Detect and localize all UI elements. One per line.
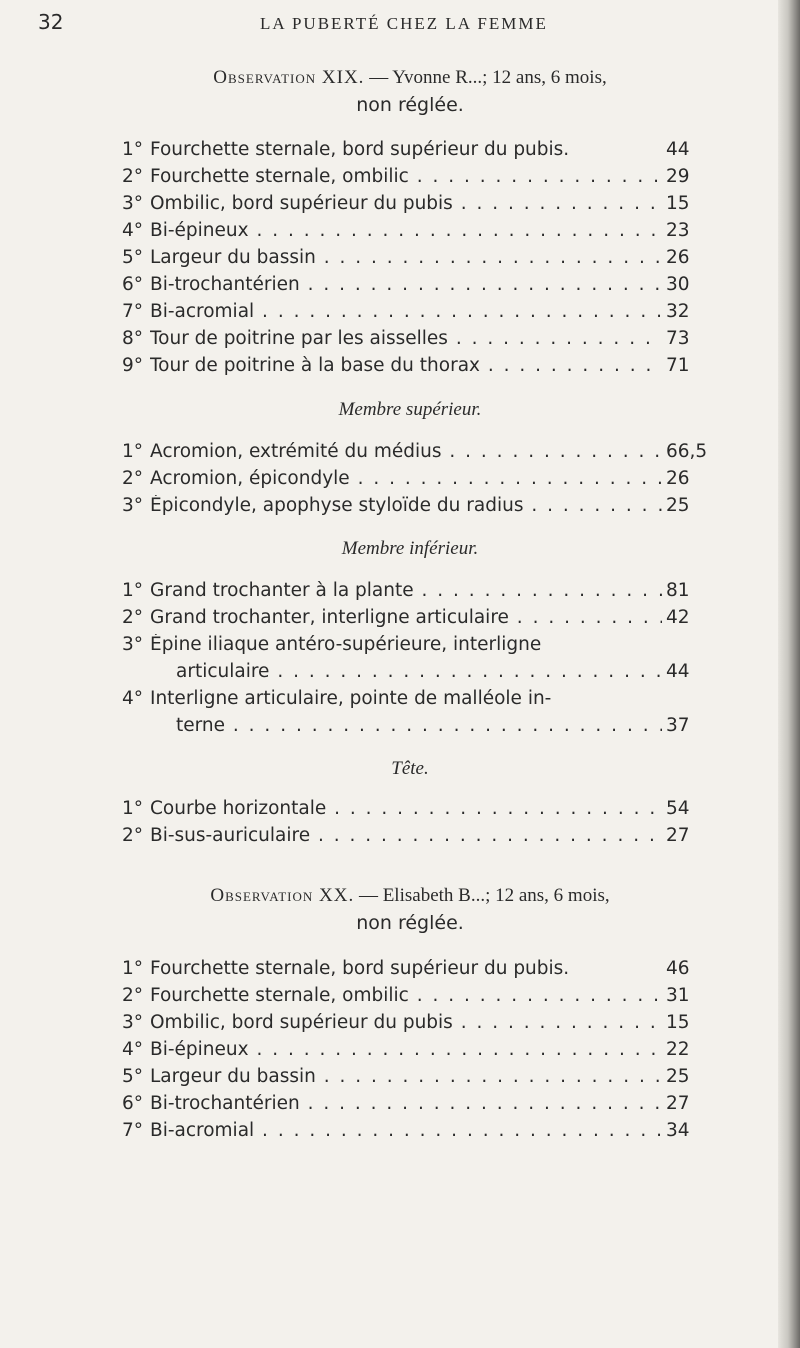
measure-label: Fourchette sternale, bord supérieur du pubis. <box>150 958 570 979</box>
section-title-lower-limb: Membre inférieur. <box>341 538 479 559</box>
measure-label: articulaire . . . <box>176 661 662 682</box>
measure-label: Ombilic, bord supérieur du pubis . . . <box>150 193 662 214</box>
measure-row <box>0 985 760 1012</box>
measure-number: 3° <box>122 634 144 655</box>
observation-20-label: Observation XX. <box>210 885 355 906</box>
measure-row <box>0 825 760 852</box>
measure-value: 26 <box>666 468 690 489</box>
measure-number: 2° <box>122 607 144 628</box>
page-edge-shadow <box>778 0 800 1348</box>
observation-20-title <box>80 882 740 910</box>
measure-value: 30 <box>666 274 690 295</box>
measure-value: 15 <box>666 1012 690 1033</box>
measure-row <box>0 1066 760 1093</box>
measure-number: 4° <box>122 688 144 709</box>
measure-value: 46 <box>666 958 690 979</box>
observation-20-status: non réglée. <box>356 912 464 934</box>
measure-value: 66,5 <box>666 441 708 462</box>
measure-number: 1° <box>122 139 144 160</box>
measure-value: 73 <box>666 328 690 349</box>
measure-number: 3° <box>122 1012 144 1033</box>
measure-row <box>0 301 760 328</box>
measure-number: 4° <box>122 1039 144 1060</box>
measure-row <box>0 468 760 495</box>
measure-row <box>0 1012 760 1039</box>
measure-number: 4° <box>122 220 144 241</box>
measure-number: 1° <box>122 441 144 462</box>
running-title: LA PUBERTÉ CHEZ LA FEMME <box>260 14 548 33</box>
measure-row <box>0 220 760 247</box>
measure-value: 31 <box>666 985 690 1006</box>
measure-label: terne . . . <box>176 715 662 736</box>
measure-value: 27 <box>666 1093 690 1114</box>
measure-row <box>0 1039 760 1066</box>
measure-value: 15 <box>666 193 690 214</box>
measure-value: 34 <box>666 1120 690 1141</box>
measure-label: Bi-acromial . . . <box>150 1120 662 1141</box>
measure-number: 7° <box>122 301 144 322</box>
measure-row-continuation <box>0 715 760 742</box>
measure-value: 22 <box>666 1039 690 1060</box>
measure-number: 3° <box>122 495 144 516</box>
measure-label: Bi-trochantérien . . . <box>150 274 662 295</box>
measure-value: 42 <box>666 607 690 628</box>
measure-row <box>0 580 760 607</box>
measure-value: 37 <box>666 715 690 736</box>
measure-number: 1° <box>122 958 144 979</box>
measure-value: 44 <box>666 139 690 160</box>
measure-label: Épicondyle, apophyse styloïde du radius . . . <box>150 495 662 516</box>
measure-row <box>0 688 760 715</box>
measure-number: 2° <box>122 985 144 1006</box>
measure-number: 5° <box>122 1066 144 1087</box>
measure-label: Bi-acromial . . . <box>150 301 662 322</box>
measure-label: Acromion, épicondyle . . . <box>150 468 662 489</box>
observation-19-label: Observation XIX. <box>213 67 365 88</box>
measure-number: 6° <box>122 1093 144 1114</box>
measure-label: Épine iliaque antéro-supérieure, interligne <box>150 634 542 655</box>
measure-label: Interligne articulaire, pointe de malléole in- <box>150 688 552 709</box>
measure-row <box>0 958 760 985</box>
measure-row <box>0 328 760 355</box>
measure-row <box>0 274 760 301</box>
measure-value: 27 <box>666 825 690 846</box>
measure-label: Grand trochanter, interligne articulaire . . . <box>150 607 662 628</box>
measure-number: 1° <box>122 798 144 819</box>
measure-row <box>0 441 760 468</box>
measure-row <box>0 634 760 661</box>
measure-number: 9° <box>122 355 144 376</box>
measure-value: 25 <box>666 1066 690 1087</box>
measure-label: Largeur du bassin . . . <box>150 1066 662 1087</box>
measure-row <box>0 607 760 634</box>
measure-row <box>0 1093 760 1120</box>
measure-label: Grand trochanter à la plante . . . <box>150 580 662 601</box>
page-header <box>0 8 760 48</box>
measure-label: Largeur du bassin . . . <box>150 247 662 268</box>
measure-value: 81 <box>666 580 690 601</box>
measure-label: Fourchette sternale, bord supérieur du pubis. <box>150 139 570 160</box>
measure-number: 1° <box>122 580 144 601</box>
measure-number: 2° <box>122 825 144 846</box>
measure-number: 2° <box>122 166 144 187</box>
measure-row <box>0 495 760 522</box>
measure-row <box>0 139 760 166</box>
measure-value: 71 <box>666 355 690 376</box>
observation-19-status: non réglée. <box>356 94 464 116</box>
measure-label: Ombilic, bord supérieur du pubis . . . <box>150 1012 662 1033</box>
measure-label: Bi-épineux . . . <box>150 1039 662 1060</box>
measure-value: 29 <box>666 166 690 187</box>
measure-row-continuation <box>0 661 760 688</box>
measure-label: Bi-épineux . . . <box>150 220 662 241</box>
measure-number: 5° <box>122 247 144 268</box>
measure-value: 44 <box>666 661 690 682</box>
measure-label: Tour de poitrine par les aisselles . . . <box>150 328 662 349</box>
measure-label: Fourchette sternale, ombilic . . . <box>150 985 662 1006</box>
measure-label: Fourchette sternale, ombilic . . . <box>150 166 662 187</box>
measure-value: 23 <box>666 220 690 241</box>
measure-label: Bi-sus-auriculaire . . . <box>150 825 662 846</box>
measure-label: Acromion, extrémité du médius . . . <box>150 441 662 462</box>
measure-row <box>0 247 760 274</box>
measure-label: Tour de poitrine à la base du thorax . . . <box>150 355 662 376</box>
section-title-head: Tête. <box>391 758 429 779</box>
measure-number: 8° <box>122 328 144 349</box>
observation-19-title <box>80 64 740 92</box>
measure-number: 7° <box>122 1120 144 1141</box>
measure-row <box>0 355 760 382</box>
measure-number: 2° <box>122 468 144 489</box>
observation-19-subject: — Yvonne R...; 12 ans, 6 mois, <box>364 67 607 88</box>
measure-value: 54 <box>666 798 690 819</box>
measure-row <box>0 1120 760 1147</box>
measure-number: 6° <box>122 274 144 295</box>
page-number: 32 <box>38 10 64 34</box>
measure-number: 3° <box>122 193 144 214</box>
measure-value: 32 <box>666 301 690 322</box>
observation-20-subject: — Elisabeth B...; 12 ans, 6 mois, <box>354 885 610 906</box>
measure-label: Courbe horizontale . . . <box>150 798 662 819</box>
measure-value: 26 <box>666 247 690 268</box>
measure-label: Bi-trochantérien . . . <box>150 1093 662 1114</box>
measure-row <box>0 798 760 825</box>
measure-value: 25 <box>666 495 690 516</box>
section-title-upper-limb: Membre supérieur. <box>338 399 482 420</box>
measure-row <box>0 166 760 193</box>
measure-row <box>0 193 760 220</box>
